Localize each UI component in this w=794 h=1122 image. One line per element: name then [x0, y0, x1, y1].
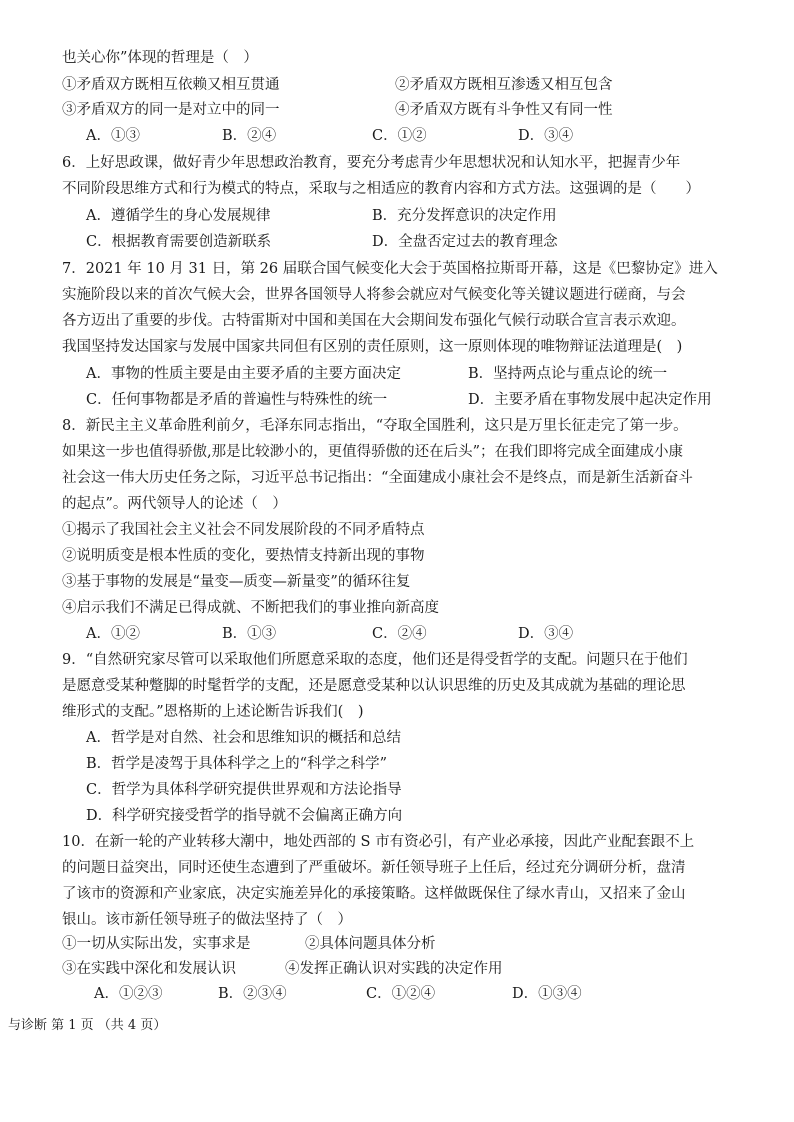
q10-option-b[interactable]: B．②③④: [218, 986, 287, 1002]
q10-item-2: ②具体问题具体分析: [305, 936, 436, 952]
q8-option-d[interactable]: D．③④: [518, 626, 574, 642]
q9-line-2: 是愿意受某种蹩脚的时髦哲学的支配，还是愿意受某种以认识思维的历史及其成就为基础的理论思: [62, 678, 686, 694]
q10-line-2: 的问题日益突出，同时还使生态遭到了严重破坏。新任领导班子上任后，经过充分调研分析，盘清: [62, 860, 686, 876]
q10-option-a[interactable]: A．①②③: [94, 986, 163, 1002]
q10-line-1: 10．在新一轮的产业转移大潮中，地处西部的 S 市有资必引，有产业必承接，因此产业配套跟不上: [62, 834, 695, 850]
q8-line-3: 社会这一伟大历史任务之际，习近平总书记指出：“全面建成小康社会不是终点，而是新生活新奋斗: [62, 470, 693, 486]
q9-line-3: 维形式的支配。”恩格斯的上述论断告诉我们( ): [62, 704, 364, 720]
q7-option-d[interactable]: D．主要矛盾在事物发展中起决定作用: [468, 392, 712, 408]
q8-line-4: 的起点”。两代领导人的论述（ ）: [62, 496, 287, 512]
q8-line-2: 如果这一步也值得骄傲,那是比较渺小的，更值得骄傲的还在后头”；在我们即将完成全面建成小康: [62, 444, 684, 460]
q7-line-4: 我国坚持发达国家与发展中国家共同但有区别的责任原则，这一原则体现的唯物辩证法道理是( ): [62, 339, 683, 355]
q9-option-a[interactable]: A．哲学是对自然、社会和思维知识的概括和总结: [86, 730, 401, 746]
q5-option-c[interactable]: C．①②: [372, 128, 427, 144]
q8-item-2: ②说明质变是根本性质的变化，要热情支持新出现的事物: [62, 548, 425, 564]
q6-line-2: 不同阶段思维方式和行为模式的特点，采取与之相适应的教育内容和方式方法。这强调的是（ ）: [62, 181, 700, 197]
q8-item-1: ①揭示了我国社会主义社会不同发展阶段的不同矛盾特点: [62, 522, 425, 538]
q8-item-3: ③基于事物的发展是“量变—质变—新量变”的循环往复: [62, 574, 411, 590]
q5-item-3: ③矛盾双方的同一是对立中的同一: [62, 102, 280, 118]
q10-item-1: ①一切从实际出发，实事求是: [62, 936, 251, 952]
q7-option-b[interactable]: B．坚持两点论与重点论的统一: [468, 366, 668, 382]
q8-option-c[interactable]: C．②④: [372, 626, 427, 642]
q5-option-b[interactable]: B．②④: [222, 128, 277, 144]
q9-option-b[interactable]: B．哲学是凌驾于具体科学之上的“科学之科学”: [86, 756, 387, 772]
page-footer: 与诊断 第 1 页 （共 4 页）: [8, 1018, 167, 1033]
q6-option-b[interactable]: B．充分发挥意识的决定作用: [372, 208, 557, 224]
q7-line-1: 7．2021 年 10 月 31 日，第 26 届联合国气候变化大会于英国格拉斯哥开幕，这是《巴黎协定》进入: [62, 261, 718, 277]
q6-line-1: 6．上好思政课，做好青少年思想政治教育，要充分考虑青少年思想状况和认知水平，把握青少年: [62, 155, 681, 171]
q8-item-4: ④启示我们不满足已得成就、不断把我们的事业推向新高度: [62, 600, 439, 616]
q7-line-2: 实施阶段以来的首次气候大会，世界各国领导人将参会就应对气候变化等关键议题进行磋商，与会: [62, 287, 686, 303]
q5-option-a[interactable]: A．①③: [86, 128, 140, 144]
q7-option-c[interactable]: C．任何事物都是矛盾的普遍性与特殊性的统一: [86, 392, 388, 408]
q6-option-d[interactable]: D．全盘否定过去的教育理念: [372, 234, 558, 250]
q6-option-a[interactable]: A．遵循学生的身心发展规律: [86, 208, 271, 224]
q10-item-4: ④发挥正确认识对实践的决定作用: [285, 961, 503, 977]
q6-option-c[interactable]: C．根据教育需要创造新联系: [86, 234, 272, 250]
q9-option-d[interactable]: D．科学研究接受哲学的指导就不会偏离正确方向: [86, 808, 403, 824]
q5-item-2: ②矛盾双方既相互渗透又相互包含: [395, 77, 613, 93]
q10-line-3: 了该市的资源和产业家底，决定实施差异化的承接策略。这样做既保住了绿水青山，又招来了金山: [62, 886, 686, 902]
q5-item-1: ①矛盾双方既相互依赖又相互贯通: [62, 77, 280, 93]
q10-option-d[interactable]: D．①③④: [512, 986, 582, 1002]
q5-stem-tail: 也关心你”体现的哲理是（ ）: [62, 50, 258, 66]
q5-option-d[interactable]: D．③④: [518, 128, 574, 144]
q9-option-c[interactable]: C．哲学为具体科学研究提供世界观和方法论指导: [86, 782, 402, 798]
q8-option-a[interactable]: A．①②: [86, 626, 140, 642]
q9-line-1: 9．“自然研究家尽管可以采取他们所愿意采取的态度，他们还是得受哲学的支配。问题只在于他们: [62, 652, 688, 668]
q8-option-b[interactable]: B．①③: [222, 626, 277, 642]
q10-item-3: ③在实践中深化和发展认识: [62, 961, 236, 977]
q7-line-3: 各方迈出了重要的步伐。古特雷斯对中国和美国在大会期间发布强化气候行动联合宣言表示欢迎。: [62, 313, 686, 329]
q10-line-4: 银山。该市新任领导班子的做法坚持了（ ）: [62, 912, 352, 928]
q10-option-c[interactable]: C．①②④: [366, 986, 436, 1002]
q5-item-4: ④矛盾双方既有斗争性又有同一性: [395, 102, 613, 118]
q7-option-a[interactable]: A．事物的性质主要是由主要矛盾的主要方面决定: [86, 366, 401, 382]
q8-line-1: 8．新民主主义革命胜利前夕，毛泽东同志指出，“夺取全国胜利，这只是万里长征走完了第一步。: [62, 418, 688, 434]
